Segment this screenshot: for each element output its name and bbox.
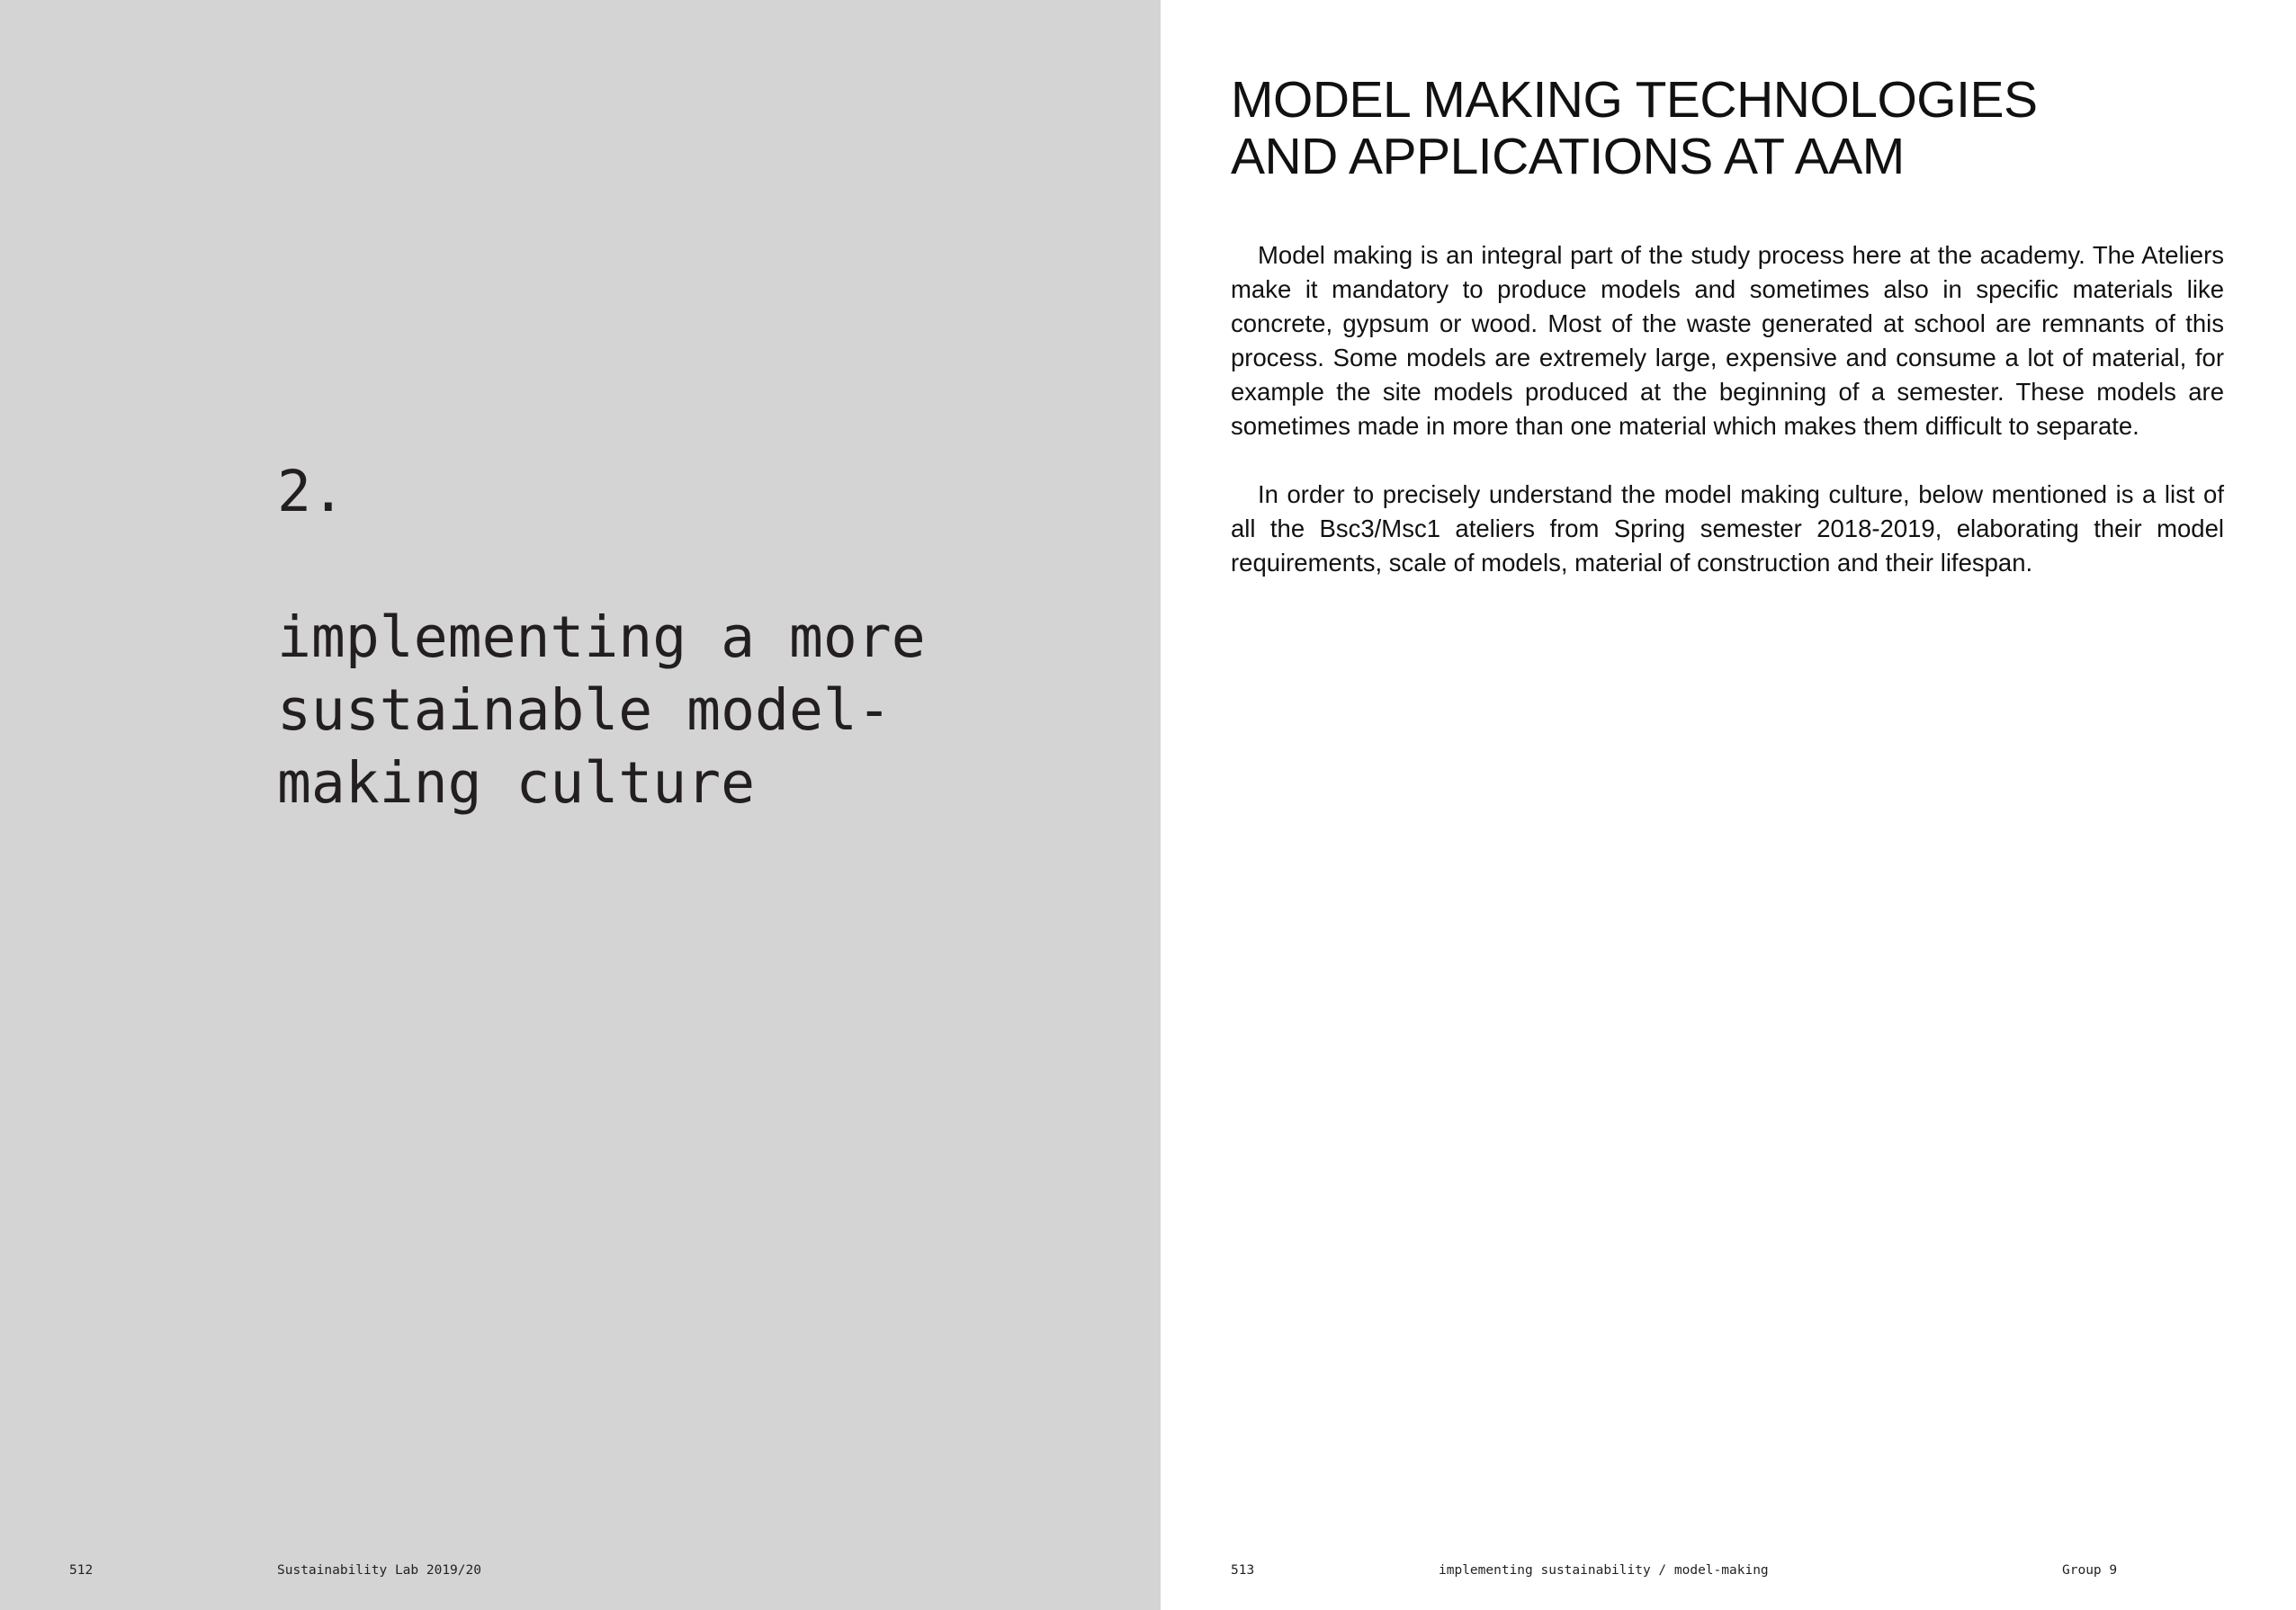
section-title bbox=[1231, 72, 2238, 185]
right-footer-running-head: implementing sustainability / model-making bbox=[1439, 1563, 1769, 1578]
left-footer-publication: Sustainability Lab 2019/20 bbox=[277, 1563, 481, 1578]
chapter-title bbox=[277, 601, 1087, 819]
section-title-line: MODEL MAKING TECHNOLOGIES bbox=[1231, 71, 2038, 129]
chapter-number: 2. bbox=[277, 459, 345, 524]
chapter-title-line: implementing a more bbox=[277, 604, 926, 670]
chapter-title-line: sustainable model- bbox=[277, 677, 892, 743]
section-title-line: AND APPLICATIONS AT AAM bbox=[1231, 128, 1905, 185]
body-paragraph: Model making is an integral part of the study process here at the academy. The Ateliers make it mandatory to produce models and sometimes also in specific materials like concrete, gypsum or wood. Most of the waste generated at school are remnants of this process. Some models are extremely large, expensive and consume a lot of material, for example the site models produced at the beginning of a semester. These models are sometimes made in more than one material which makes them difficult to separate. bbox=[1231, 241, 2224, 440]
body-text bbox=[1231, 238, 2224, 614]
right-page-number: 513 bbox=[1231, 1563, 1255, 1578]
left-page-number: 512 bbox=[69, 1563, 94, 1578]
chapter-title-line: making culture bbox=[277, 750, 756, 816]
body-paragraph: In order to precisely understand the model making culture, below mentioned is a list of all the Bsc3/Msc1 ateliers from Spring semester 2018-2019, elaborating their model requirements, scale of models, material of construction and their lifespan. bbox=[1231, 480, 2224, 577]
right-footer-group: Group 9 bbox=[2062, 1563, 2118, 1578]
